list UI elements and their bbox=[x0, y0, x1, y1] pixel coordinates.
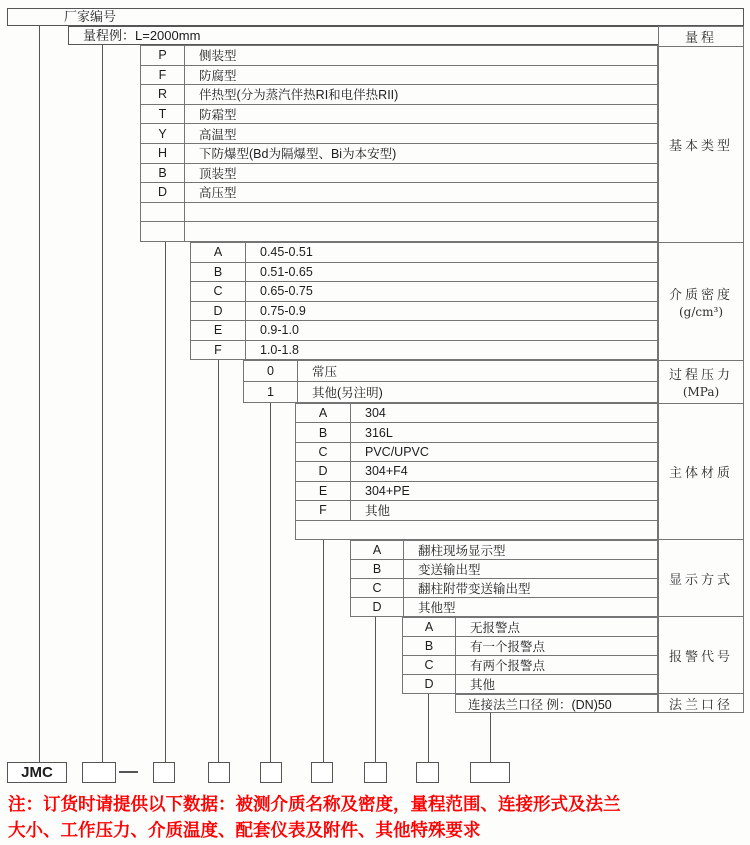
table-row-empty bbox=[141, 202, 657, 222]
option-code: F bbox=[296, 501, 351, 519]
table-row bbox=[456, 695, 657, 713]
table-row-empty bbox=[141, 221, 657, 241]
option-code: B bbox=[296, 423, 351, 441]
section-basic-type bbox=[140, 45, 658, 242]
table-row-empty bbox=[296, 520, 657, 539]
table-row bbox=[296, 442, 657, 461]
label-process-pressure bbox=[659, 360, 743, 403]
table-row bbox=[244, 381, 657, 402]
code-box-density bbox=[208, 762, 230, 783]
label-medium-density bbox=[659, 242, 743, 360]
option-desc: 304+PE bbox=[365, 483, 410, 498]
table-row bbox=[351, 559, 657, 578]
label-text: 报警代号 bbox=[668, 649, 733, 665]
option-desc: 304+F4 bbox=[365, 464, 408, 479]
option-code: A bbox=[403, 618, 456, 636]
connector-line-display bbox=[375, 617, 376, 762]
option-desc: 无报警点 bbox=[470, 621, 521, 635]
option-desc: 高温型 bbox=[199, 127, 237, 142]
connector-line-material bbox=[323, 540, 324, 762]
section-medium-density bbox=[190, 242, 658, 360]
option-code: B bbox=[141, 164, 185, 183]
option-code: D bbox=[351, 598, 404, 616]
option-desc: 有一个报警点 bbox=[470, 640, 546, 654]
option-code: R bbox=[141, 85, 185, 104]
option-desc: 其他 bbox=[470, 678, 496, 692]
table-row bbox=[191, 320, 657, 340]
option-code: C bbox=[191, 282, 246, 301]
label-text: 量程 bbox=[684, 31, 717, 46]
table-row bbox=[191, 243, 657, 262]
table-row bbox=[141, 46, 657, 65]
table-row bbox=[351, 597, 657, 616]
option-code: A bbox=[296, 404, 351, 422]
option-code: D bbox=[296, 462, 351, 480]
code-box-material bbox=[311, 762, 333, 783]
option-desc: PVC/UPVC bbox=[365, 445, 429, 460]
option-desc: 0.45-0.51 bbox=[260, 245, 313, 260]
option-desc: 1.0-1.8 bbox=[260, 342, 299, 357]
option-desc: 其他型 bbox=[418, 601, 456, 615]
section-body-material bbox=[295, 403, 658, 540]
table-row bbox=[141, 163, 657, 183]
option-desc: 304 bbox=[365, 406, 386, 421]
option-code bbox=[141, 203, 185, 222]
category-label-column bbox=[658, 26, 744, 713]
range-example-row: 量程例：L=2000mm bbox=[68, 26, 658, 45]
option-desc: 侧装型 bbox=[199, 49, 237, 64]
label-flange-size bbox=[659, 693, 743, 712]
option-code: H bbox=[141, 144, 185, 163]
table-row bbox=[244, 361, 657, 381]
table-row bbox=[141, 123, 657, 143]
connector-line-density bbox=[218, 360, 219, 762]
label-text: 介质密度 bbox=[668, 288, 733, 304]
label-basic-type bbox=[659, 46, 743, 242]
table-row bbox=[141, 104, 657, 124]
option-code: F bbox=[141, 66, 185, 85]
option-code: B bbox=[351, 560, 404, 578]
connector-line-pressure bbox=[270, 403, 271, 762]
option-desc: 其他(另注明) bbox=[312, 386, 383, 400]
table-row bbox=[296, 422, 657, 441]
section-process-pressure bbox=[243, 360, 658, 403]
label-text: 法兰口径 bbox=[668, 697, 733, 713]
connector-line-basic-type bbox=[165, 242, 166, 762]
connector-line-flange bbox=[490, 713, 491, 762]
option-code: E bbox=[296, 482, 351, 500]
table-row bbox=[403, 618, 657, 636]
section-alarm-code bbox=[402, 617, 658, 694]
label-display-mode bbox=[659, 539, 743, 616]
connector-line-factory-code bbox=[39, 26, 40, 762]
option-code: 1 bbox=[244, 382, 298, 402]
option-desc bbox=[185, 222, 657, 241]
option-code bbox=[141, 222, 185, 241]
label-text: 主体材质 bbox=[668, 466, 733, 482]
option-code: B bbox=[191, 263, 246, 282]
table-row bbox=[296, 481, 657, 500]
option-desc: 其他 bbox=[365, 504, 391, 519]
option-desc bbox=[296, 521, 657, 539]
label-alarm-code bbox=[659, 616, 743, 693]
flange-size-text: 连接法兰口径 例：(DN)50 bbox=[468, 698, 612, 712]
option-desc: 顶装型 bbox=[199, 166, 237, 181]
section-display-mode bbox=[350, 540, 658, 617]
table-row bbox=[403, 655, 657, 674]
option-desc: 0.9-1.0 bbox=[260, 323, 299, 338]
option-code: Y bbox=[141, 124, 185, 143]
table-row bbox=[141, 143, 657, 163]
option-code: C bbox=[296, 443, 351, 461]
option-code: D bbox=[141, 183, 185, 202]
option-desc: 常压 bbox=[312, 365, 338, 379]
label-unit: (g/cm³) bbox=[679, 305, 723, 320]
table-row bbox=[191, 340, 657, 360]
order-note-line2: 大小、工作压力、介质温度、配套仪表及附件、其他特殊要求 bbox=[8, 820, 481, 840]
option-desc: 防霜型 bbox=[199, 108, 237, 123]
option-desc: 有两个报警点 bbox=[470, 659, 546, 673]
option-code: C bbox=[351, 579, 404, 597]
option-desc: 高压型 bbox=[199, 186, 237, 201]
option-code: F bbox=[191, 341, 246, 360]
option-code: P bbox=[141, 46, 185, 65]
option-code: C bbox=[403, 656, 456, 674]
option-desc: 0.65-0.75 bbox=[260, 284, 313, 299]
factory-code-box: 厂家编号 bbox=[7, 8, 744, 26]
label-body-material bbox=[659, 403, 743, 540]
option-code: A bbox=[351, 541, 404, 559]
code-box-pressure bbox=[260, 762, 282, 783]
option-desc: 0.75-0.9 bbox=[260, 303, 306, 318]
table-row bbox=[191, 301, 657, 321]
option-desc bbox=[185, 203, 657, 222]
code-box-range bbox=[82, 762, 116, 783]
table-row bbox=[403, 674, 657, 693]
table-row bbox=[296, 500, 657, 519]
option-desc: 伴热型(分为蒸汽伴热RI和电伴热RII) bbox=[199, 88, 399, 103]
table-row bbox=[141, 84, 657, 104]
option-desc: 翻柱现场显示型 bbox=[418, 544, 506, 558]
table-row bbox=[296, 404, 657, 422]
table-row bbox=[191, 262, 657, 282]
option-desc: 下防爆型(Bd为隔爆型、Bi为本安型) bbox=[199, 147, 397, 162]
option-code: D bbox=[191, 302, 246, 321]
option-desc: 0.51-0.65 bbox=[260, 264, 313, 279]
option-desc: 翻柱附带变送输出型 bbox=[418, 582, 531, 596]
option-code: 0 bbox=[244, 361, 298, 381]
option-desc: 防腐型 bbox=[199, 68, 237, 83]
option-code: A bbox=[191, 243, 246, 262]
code-box-basic-type bbox=[153, 762, 175, 783]
label-text: 过程压力 bbox=[668, 368, 733, 384]
table-row bbox=[191, 281, 657, 301]
label-range bbox=[659, 27, 743, 46]
order-note-line1: 注：订货时请提供以下数据：被测介质名称及密度，量程范围、连接形式及法兰 bbox=[8, 794, 621, 814]
model-prefix-box: JMC bbox=[7, 762, 67, 783]
order-note bbox=[8, 791, 750, 843]
option-code: T bbox=[141, 105, 185, 124]
option-code: D bbox=[403, 675, 456, 693]
option-desc: 316L bbox=[365, 425, 393, 440]
label-text: 显示方式 bbox=[668, 572, 733, 588]
table-row bbox=[403, 636, 657, 655]
table-row bbox=[351, 541, 657, 559]
table-row bbox=[141, 182, 657, 202]
option-code: E bbox=[191, 321, 246, 340]
connector-line-range bbox=[102, 45, 103, 762]
connector-line-alarm bbox=[428, 694, 429, 762]
code-box-display bbox=[364, 762, 387, 783]
code-box-alarm bbox=[416, 762, 439, 783]
table-row bbox=[351, 578, 657, 597]
option-code: B bbox=[403, 637, 456, 655]
code-box-flange bbox=[470, 762, 510, 783]
option-desc: 变送输出型 bbox=[418, 563, 481, 577]
table-row bbox=[141, 65, 657, 85]
table-row bbox=[296, 461, 657, 480]
model-dash bbox=[119, 771, 138, 773]
label-text: 基本类型 bbox=[668, 139, 733, 155]
label-unit: (MPa) bbox=[682, 385, 720, 400]
section-flange-size bbox=[455, 694, 658, 713]
